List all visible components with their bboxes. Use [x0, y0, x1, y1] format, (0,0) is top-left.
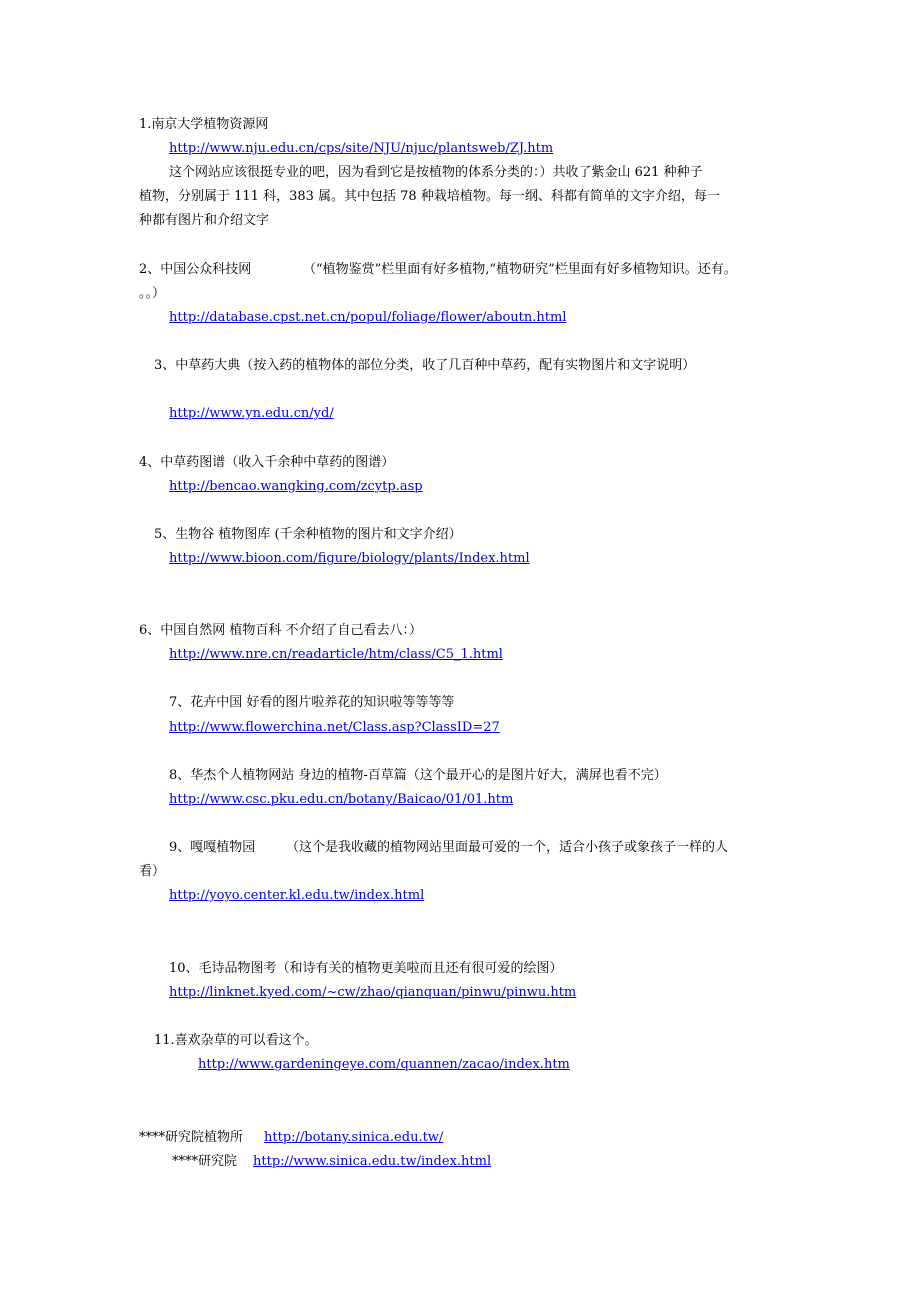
entry-5-title: 5、生物谷 植物图库 (千余种植物的图片和文字介绍）: [154, 527, 462, 542]
entry-1-title: 1.南京大学植物资源网: [139, 117, 269, 132]
entry-10-link[interactable]: http://linknet.kyed.com/~cw/zhao/qianquan/pinwu/pinwu.htm: [169, 985, 577, 1000]
entry-1-desc-line-1: 这个网站应该很挺专业的吧，因为看到它是按植物的体系分类的：）共收了紫金山 621 种种子: [169, 165, 703, 180]
entry-10-title: 10、毛诗品物图考（和诗有关的植物更美啦而且还有很可爱的绘图）: [169, 961, 563, 976]
entry-4-title: 4、中草药图谱（收入千余种中草药的图谱）: [139, 455, 395, 470]
entry-5-link[interactable]: http://www.bioon.com/figure/biology/plants/Index.html: [169, 551, 530, 566]
entry-2-note-cont: 。。）: [139, 286, 166, 301]
entry-9-note: （这个是我收藏的植物网站里面最可爱的一个，适合小孩子或象孩子一样的人: [286, 840, 729, 855]
entry-2-note: （“植物鉴赏”栏里面有好多植物,“植物研究”栏里面有好多植物知识。还有。: [303, 262, 737, 277]
entry-4-link[interactable]: http://bencao.wangking.com/zcytp.asp: [169, 479, 423, 494]
entry-11-link[interactable]: http://www.gardeningeye.com/quannen/zacao/index.htm: [198, 1057, 570, 1072]
entry-1-link[interactable]: http://www.nju.edu.cn/cps/site/NJU/njuc/plantsweb/ZJ.htm: [169, 141, 554, 156]
entry-1-desc-line-2: 植物，分别属于 111 科，383 属。其中包括 78 种栽培植物。每一纲、科都有简单的文字介绍，每一: [139, 189, 720, 204]
entry-7-link[interactable]: http://www.flowerchina.net/Class.asp?ClassID=27: [169, 720, 500, 735]
entry-8-link[interactable]: http://www.csc.pku.edu.cn/botany/Baicao/01/01.htm: [169, 792, 514, 807]
entry-6-link[interactable]: http://www.nre.cn/readarticle/htm/class/C5_1.html: [169, 647, 503, 662]
entry-9-note-cont: 看）: [139, 864, 166, 879]
entry-8-title: 8、华杰个人植物网站 身边的植物-百草篇（这个最开心的是图片好大，满屏也看不完）: [169, 768, 667, 783]
entry-6-title: 6、中国自然网 植物百科 不介绍了自己看去八：）: [139, 623, 423, 638]
entry-2-title: 2、中国公众科技网: [139, 262, 252, 277]
entry-2-link[interactable]: http://database.cpst.net.cn/popul/foliage/flower/aboutn.html: [169, 310, 567, 325]
entry-13-link[interactable]: http://www.sinica.edu.tw/index.html: [253, 1154, 492, 1169]
entry-9-link[interactable]: http://yoyo.center.kl.edu.tw/index.html: [169, 888, 425, 903]
entry-11-title: 11.喜欢杂草的可以看这个。: [154, 1033, 318, 1048]
entry-9-title: 9、嘎嘎植物园: [169, 840, 256, 855]
entry-1-desc-line-3: 种都有图片和介绍文字: [139, 213, 270, 228]
entry-12-link[interactable]: http://botany.sinica.edu.tw/: [264, 1130, 444, 1145]
entry-12-title: ****研究院植物所: [139, 1130, 244, 1145]
entry-13-title: ****研究院: [172, 1154, 238, 1169]
entry-7-title: 7、花卉中国 好看的图片啦养花的知识啦等等等等: [169, 695, 455, 710]
entry-3-title: 3、中草药大典（按入药的植物体的部位分类，收了几百种中草药，配有实物图片和文字说明）: [154, 358, 696, 373]
entry-3-link[interactable]: http://www.yn.edu.cn/yd/: [169, 406, 334, 421]
